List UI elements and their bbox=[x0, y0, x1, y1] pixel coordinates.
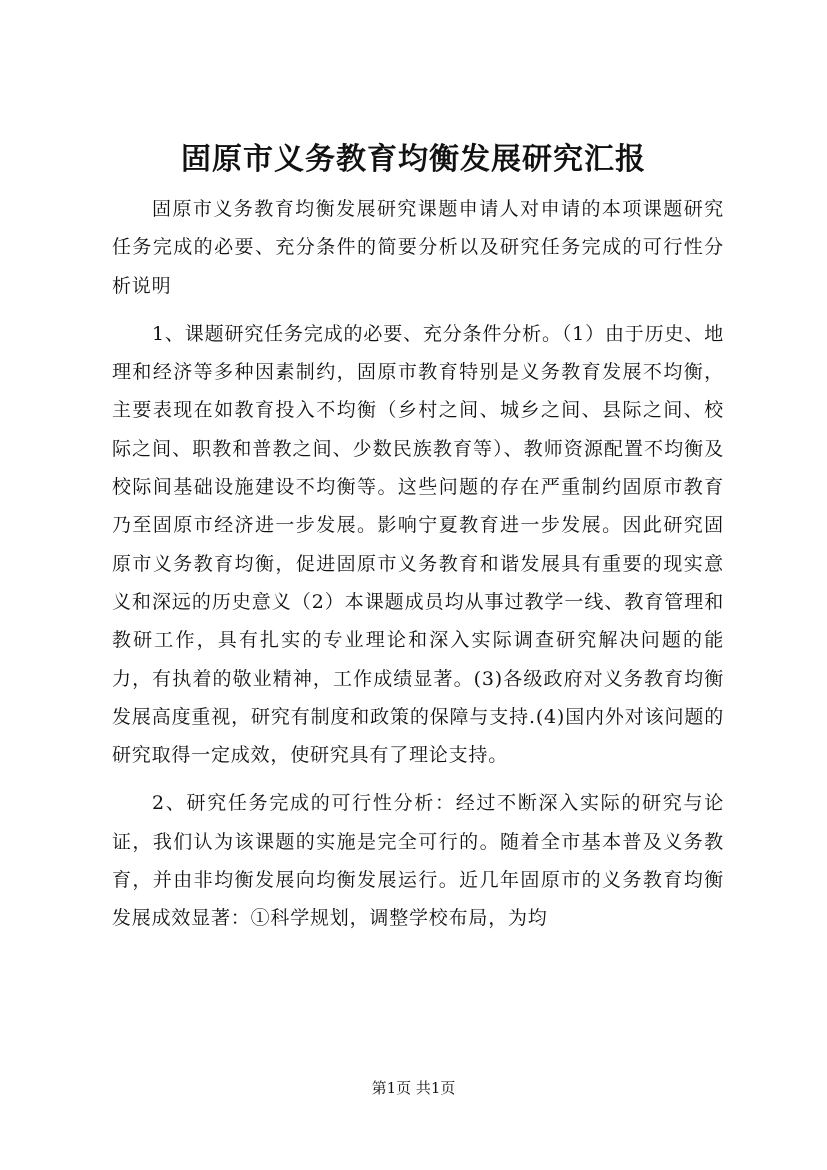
necessity-paragraph: 1、课题研究任务完成的必要、充分条件分析。（1）由于历史、地理和经济等多种因素制约，固原市教育特别是义务教育发展不均衡，主要表现在如教育投入不均衡（乡村之间、城乡之间、县际之间、校际之间、职教和普教之间、少数民族教育等）、教师资源配置不均衡及校际间基础设施建设不均衡等。这些问题的存在严重制约固原市教育乃至固原市经济进一步发展。影响宁夏教育进一步发展。因此研究固原市义务教育均衡，促进固原市义务教育和谐发展具有重要的现实意义和深远的历史意义（2）本课题成员均从事过教学一线、教育管理和教研工作，具有扎实的专业理论和深入实际调查研究解决问题的能力，有执着的敬业精神，工作成绩显著。(3)各级政府对义务教育均衡发展高度重视，研究有制度和政策的保障与支持.(4)国内外对该问题的研究取得一定成效，使研究具有了理论支持。 bbox=[112, 322, 724, 767]
page-number-footer: 第1页 共1页 bbox=[371, 1079, 456, 1097]
document-title: 固原市义务教育均衡发展研究汇报 bbox=[181, 142, 646, 177]
document-body bbox=[112, 190, 724, 938]
feasibility-paragraph: 2、研究任务完成的可行性分析：经过不断深入实际的研究与论证，我们认为该课题的实施是完全可行的。随着全市基本普及义务教育，并由非均衡发展向均衡发展运行。近几年固原市的义务教育均衡发展成效显著：①科学规划，调整学校布局，为均 bbox=[112, 792, 724, 930]
intro-paragraph: 固原市义务教育均衡发展研究课题申请人对申请的本项课题研究任务完成的必要、充分条件的简要分析以及研究任务完成的可行性分析说明 bbox=[112, 198, 724, 297]
